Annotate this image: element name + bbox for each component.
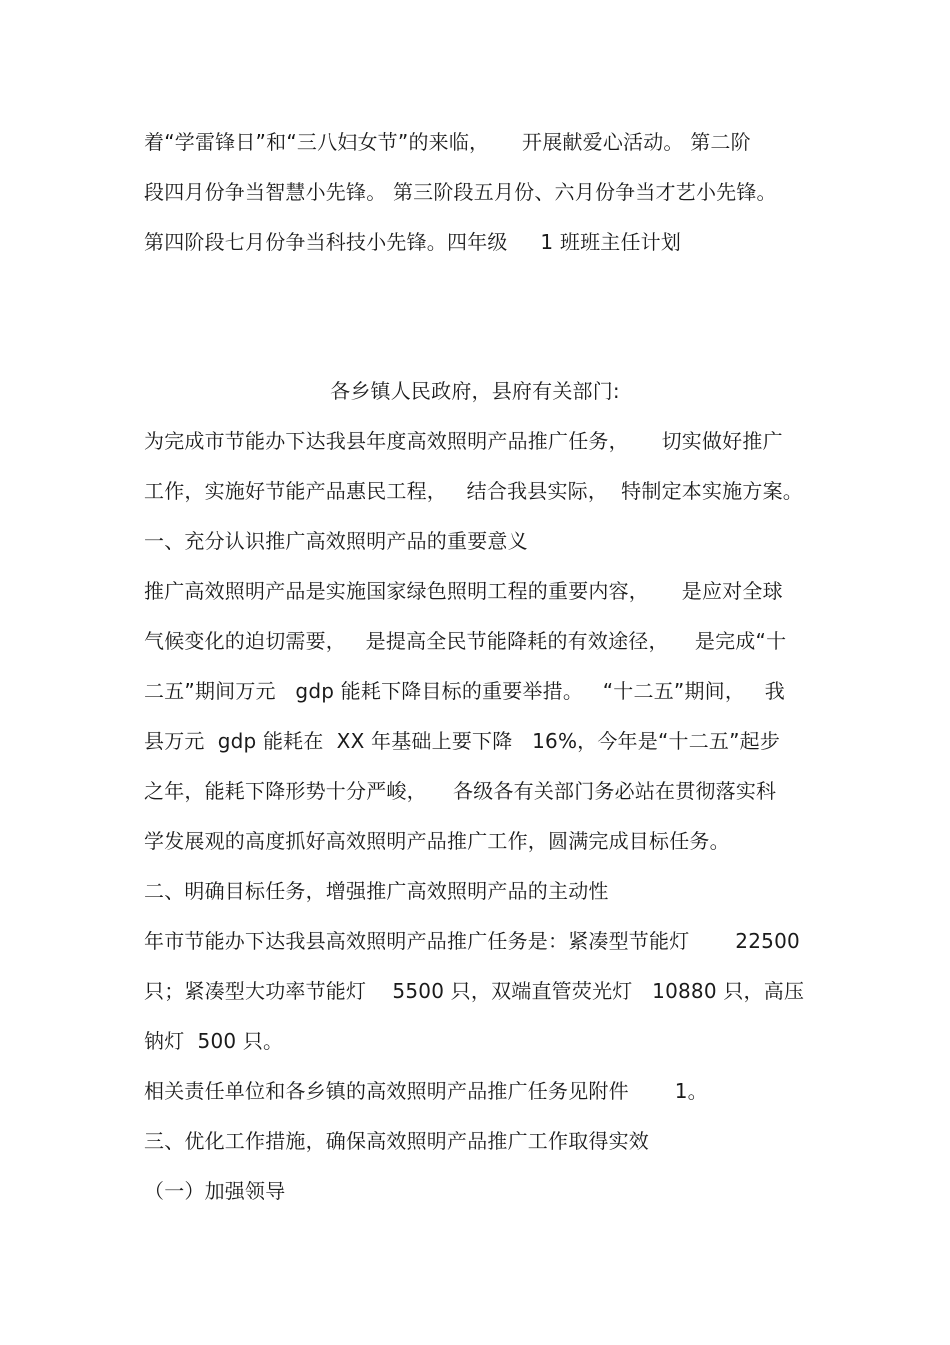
text-line: 气候变化的迫切需要， 是提高全民节能降耗的有效途径， 是完成“十 xyxy=(144,629,787,653)
text-line: 钠灯 500 只。 xyxy=(144,1029,284,1053)
text-line: 推广高效照明产品是实施国家绿色照明工程的重要内容， 是应对全球 xyxy=(144,579,783,603)
text-line: 年市节能办下达我县高效照明产品推广任务是：紧凑型节能灯 22500 xyxy=(144,929,800,953)
text-line: 只；紧凑型大功率节能灯 5500 只，双端直管荧光灯 10880 只，高压 xyxy=(144,979,805,1003)
text-line: 县万元 gdp 能耗在 XX 年基础上要下降 16%，今年是“十二五”起步 xyxy=(144,729,781,753)
section-heading: 三、优化工作措施，确保高效照明产品推广工作取得实效 xyxy=(144,1129,649,1153)
text-line: 第四阶段七月份争当科技小先锋。四年级 1 班班主任计划 xyxy=(144,230,682,254)
text-line: 段四月份争当智慧小先锋。 第三阶段五月份、六月份争当才艺小先锋。 xyxy=(144,180,777,204)
text-line: 之年，能耗下降形势十分严峻， 各级各有关部门务必站在贯彻落实科 xyxy=(144,779,777,803)
text-line: 为完成市节能办下达我县年度高效照明产品推广任务， 切实做好推广 xyxy=(144,429,783,453)
text-line: 二五”期间万元 gdp 能耗下降目标的重要举措。 “十二五”期间， 我 xyxy=(144,679,785,703)
text-line: 学发展观的高度抓好高效照明产品推广工作，圆满完成目标任务。 xyxy=(144,829,730,853)
text-line: 工作，实施好节能产品惠民工程， 结合我县实际， 特制定本实施方案。 xyxy=(144,479,803,503)
text-line: 着“学雷锋日”和“三八妇女节”的来临， 开展献爱心活动。 第二阶 xyxy=(144,130,751,154)
text-line: 相关责任单位和各乡镇的高效照明产品推广任务见附件 1。 xyxy=(144,1079,708,1103)
salutation: 各乡镇人民政府，县府有关部门: xyxy=(330,379,620,403)
section-heading: 二、明确目标任务，增强推广高效照明产品的主动性 xyxy=(144,879,609,903)
subsection-heading: （一）加强领导 xyxy=(144,1179,286,1203)
section-heading: 一、充分认识推广高效照明产品的重要意义 xyxy=(144,529,528,553)
